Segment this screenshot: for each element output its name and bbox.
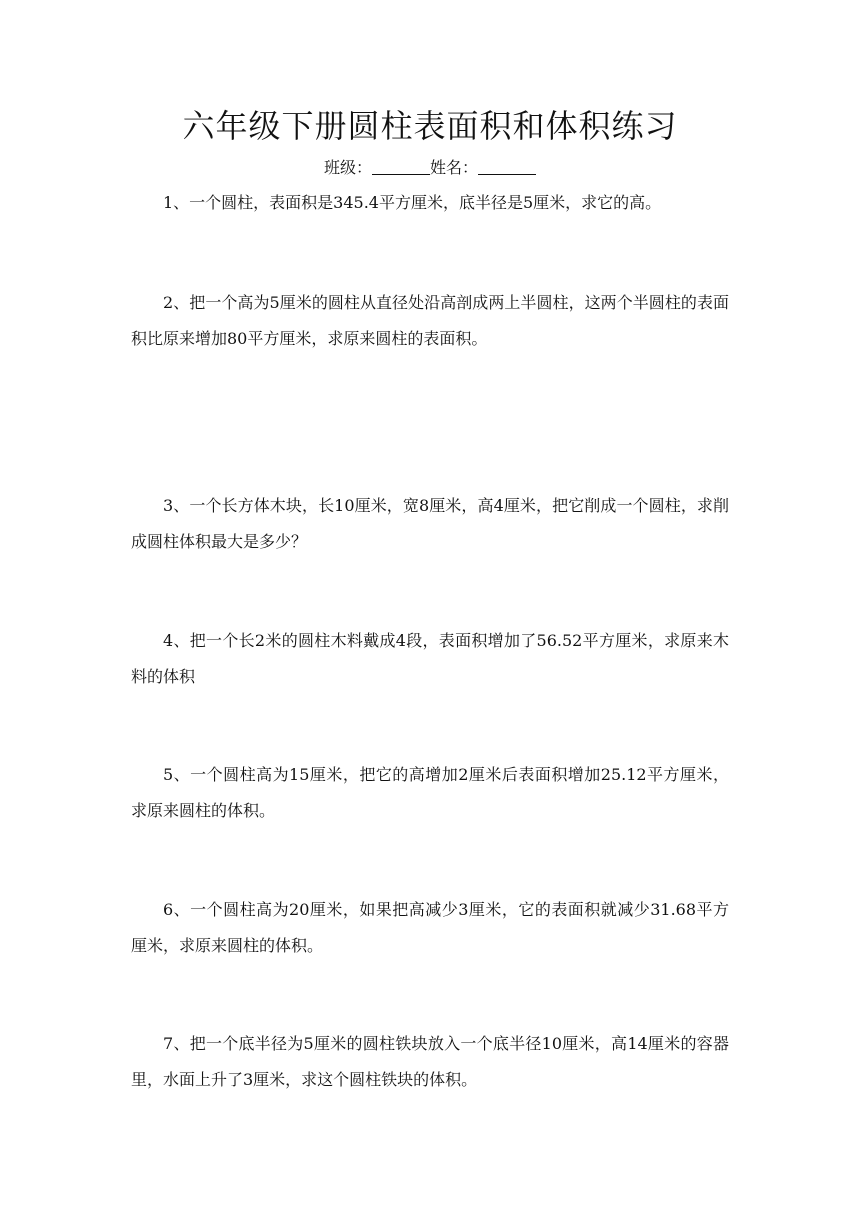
question-2: 2、把一个高为5厘米的圆柱从直径处沿高剖成两上半圆柱，这两个半圆柱的表面积比原来增加80平方厘米，求原来圆柱的表面积。	[131, 293, 729, 348]
page-title: 六年级下册圆柱表面积和体积练习	[182, 107, 678, 145]
student-info-line	[0, 156, 860, 180]
question-5: 5、一个圆柱高为15厘米，把它的高增加2厘米后表面积增加25.12平方厘米，求原来圆柱的体积。	[131, 765, 729, 820]
name-label: 姓名：	[430, 158, 479, 177]
name-blank	[478, 158, 536, 175]
class-blank	[372, 158, 430, 175]
question-4: 4、把一个长2米的圆柱木料戴成4段，表面积增加了56.52平方厘米，求原来木料的体积	[131, 631, 729, 686]
question-1: 1、一个圆柱，表面积是345.4平方厘米，底半径是5厘米，求它的高。	[163, 193, 662, 212]
question-3: 3、一个长方体木块，长10厘米，宽8厘米，高4厘米，把它削成一个圆柱，求削成圆柱体积最大是多少？	[131, 496, 729, 551]
class-label: 班级：	[323, 158, 372, 177]
question-7: 7、把一个底半径为5厘米的圆柱铁块放入一个底半径10厘米，高14厘米的容器里，水面上升了3厘米，求这个圆柱铁块的体积。	[131, 1034, 729, 1089]
question-6: 6、一个圆柱高为20厘米，如果把高减少3厘米，它的表面积就减少31.68平方厘米，求原来圆柱的体积。	[131, 900, 729, 955]
